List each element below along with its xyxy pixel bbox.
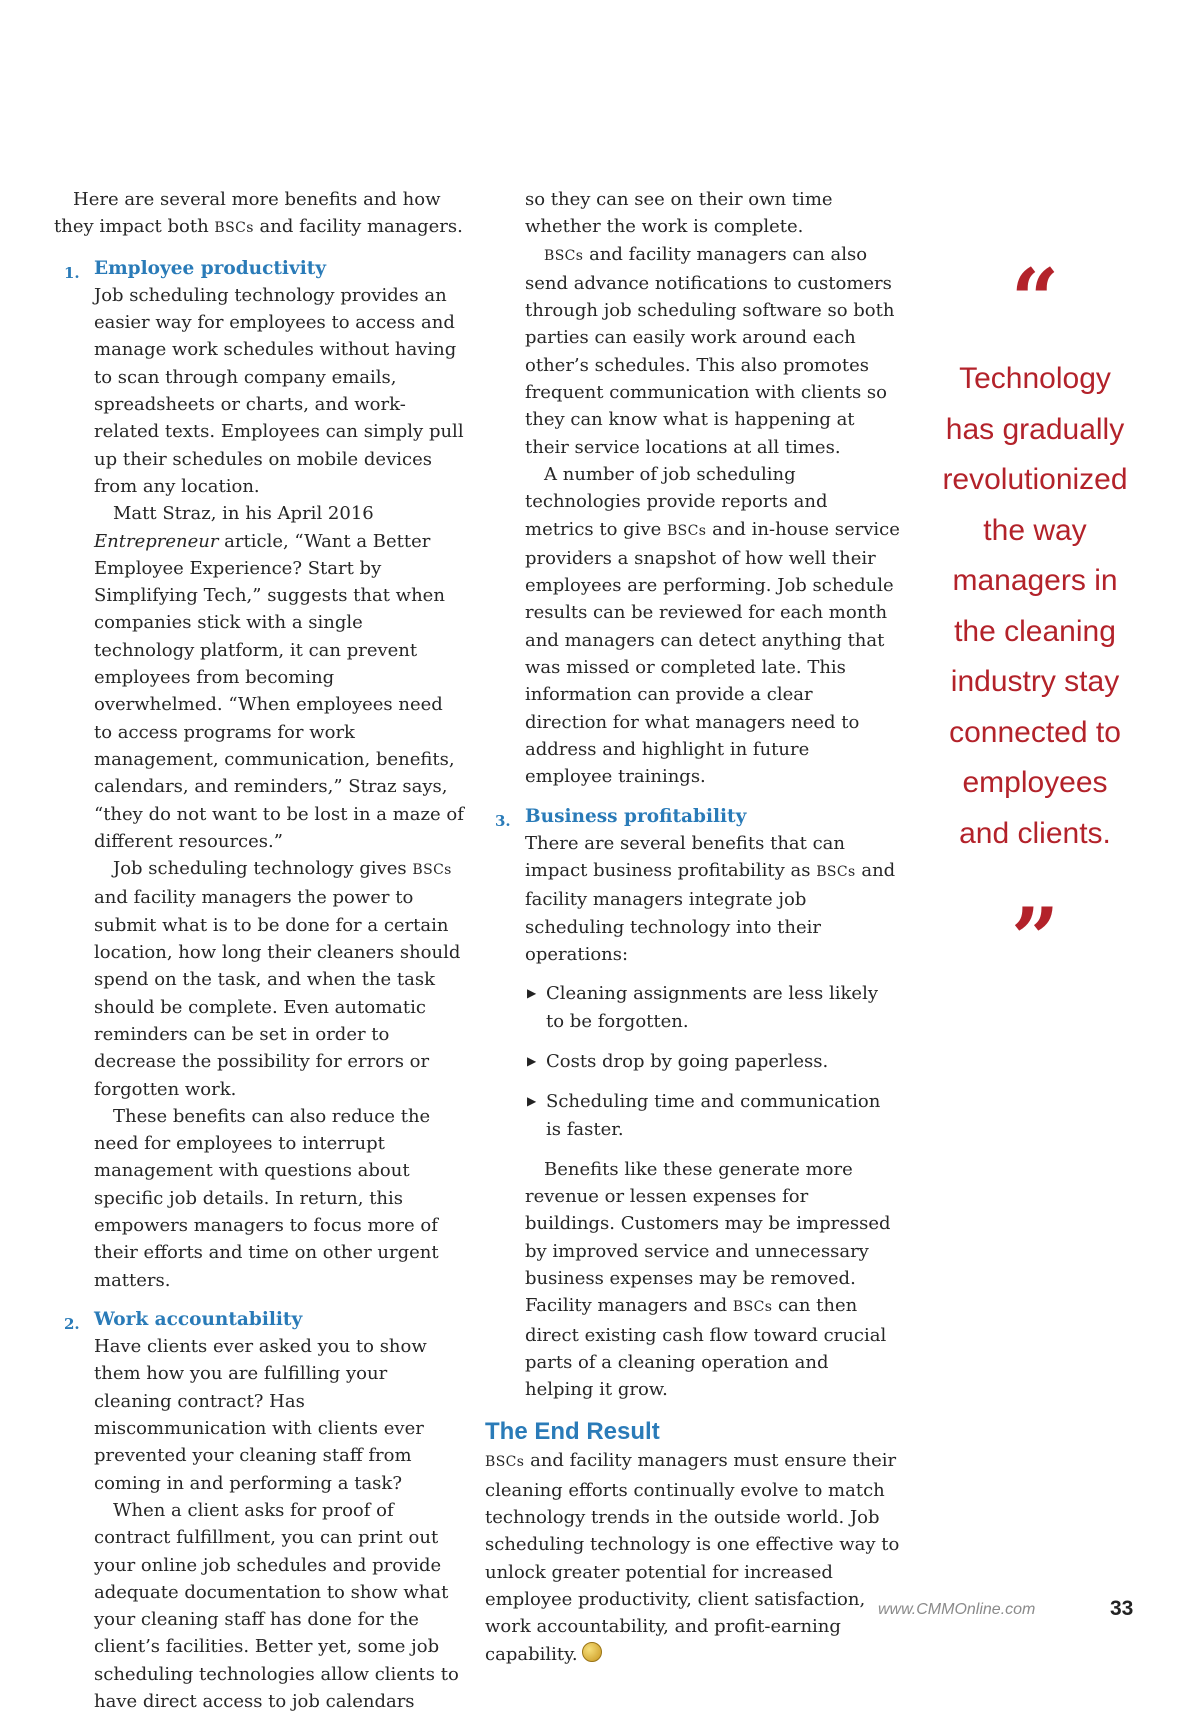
intro-paragraph: Here are several more benefits and how they impact both BSCs and facility managers. bbox=[54, 189, 463, 238]
paragraph: Matt Straz, in his April 2016 Entrepreneur article, “Want a Better Employee Experience? Start by Simplifying Tech,” suggests that when companies stick with a single technology platform, it can prevent employees from becoming overwhelmed. “When employees need to access programs for work management, communication, benefits, calendars, and reminders,” Straz says, “they do not want to be lost in a maze of different resources.” bbox=[94, 503, 464, 852]
item-title: Business profitability bbox=[525, 805, 747, 827]
item-title: Work accountability bbox=[94, 1308, 303, 1330]
page-number: 33 bbox=[1110, 1597, 1134, 1620]
conclusion-paragraph: BSCs and facility managers must ensure their cleaning efforts continually evolve to match technology trends in the outside world. Job scheduling technology is one effective way to unlock greater potential for increased employee productivity, client satisfaction, work accountability, and profit-earning capability. bbox=[485, 1450, 900, 1665]
item-number: 3. bbox=[495, 811, 511, 830]
paragraph: Benefits like these generate more revenue or lessen expenses for buildings. Customers may be impressed by improved service and unnecessary business expenses may be removed. Facility managers and BSCs can then direct existing cash flow toward crucial parts of a cleaning operation and helping it grow. bbox=[525, 1158, 891, 1401]
pull-quote-text: Technology has gradually revolutionized the way managers in the cleaning industry stay connected to employees and clients. bbox=[942, 362, 1128, 850]
section-heading: The End Result bbox=[485, 1418, 660, 1446]
benefit-item-work-accountability-cont bbox=[485, 186, 900, 791]
footer-url[interactable]: www.CMMOnline.com bbox=[878, 1601, 1036, 1618]
benefit-item-business-profitability-cont bbox=[485, 1156, 900, 1404]
paragraph: BSCs and facility managers can also send advance notifications to customers through job scheduling software so both parties can easily work around each other’s schedules. This also promotes frequent communication with clients so they can know what is happening at their service locations at all times. bbox=[525, 243, 895, 458]
paragraph: Job scheduling technology gives BSCs and facility managers the power to submit what is to be done for a certain location, how long their cleaners should spend on the task, and when the task should be complete. Even automatic reminders can be set in order to decrease the possibility for errors or forgotten work. bbox=[94, 858, 461, 1100]
paragraph: When a client asks for proof of contract fulfillment, you can print out your online job schedules and provide adequate documentation to show what your cleaning staff has done for the client’s facilities. Better yet, some job scheduling technologies allow clients to have direct access to job calendars bbox=[94, 1499, 459, 1713]
paragraph: These benefits can also reduce the need for employees to interrupt management with questions about specific job details. In return, this empowers managers to focus more of their efforts and time on other urgent matters. bbox=[94, 1105, 439, 1291]
close-quote-icon: ” bbox=[1010, 889, 1060, 988]
list-item: ▶ Costs drop by going paperless. bbox=[525, 1048, 900, 1075]
paragraph: There are several benefits that can impact business profitability as BSCs and facility managers integrate job scheduling technology into their operations: bbox=[525, 832, 896, 966]
paragraph: Job scheduling technology provides an easier way for employees to access and manage work schedules without having to scan through company emails, spreadsheets or charts, and work-related texts. Employees can simply pull up their schedules on mobile devices from any location. bbox=[94, 284, 464, 497]
pull-quote bbox=[935, 250, 1135, 988]
middle-column bbox=[485, 186, 900, 1668]
cmm-end-mark-icon bbox=[582, 1642, 602, 1662]
benefits-bullet-list bbox=[485, 980, 900, 1142]
paragraph: Have clients ever asked you to show them how you are fulfilling your cleaning contract? Has miscommunication with clients ever prevented your cleaning staff from coming in and performing a task? bbox=[94, 1336, 427, 1494]
chevron-right-icon: ▶ bbox=[527, 986, 537, 1001]
paragraph: A number of job scheduling technologies provide reports and metrics to give BSCs and in-house service providers a snapshot of how well their employees are performing. Job schedule results can be reviewed for each month and managers can detect anything that was missed or completed late. This information can provide a clear direction for what managers need to address and highlight in future employee trainings. bbox=[525, 463, 900, 788]
list-item: ▶ Cleaning assignments are less likely to be forgotten. bbox=[525, 980, 900, 1035]
paragraph: so they can see on their own time whether the work is complete. bbox=[525, 189, 833, 238]
benefit-item-business-profitability bbox=[485, 803, 900, 969]
item-title: Employee productivity bbox=[94, 257, 327, 279]
open-quote-icon: “ bbox=[1010, 250, 1060, 349]
item-number: 1. bbox=[64, 263, 80, 282]
benefit-item-work-accountability bbox=[54, 1306, 464, 1715]
left-column bbox=[54, 186, 464, 1715]
chevron-right-icon: ▶ bbox=[527, 1094, 537, 1109]
list-item: ▶ Scheduling time and communication is faster. bbox=[525, 1088, 900, 1143]
chevron-right-icon: ▶ bbox=[527, 1053, 537, 1068]
benefit-item-employee-productivity bbox=[54, 255, 464, 1294]
item-number: 2. bbox=[64, 1314, 80, 1333]
